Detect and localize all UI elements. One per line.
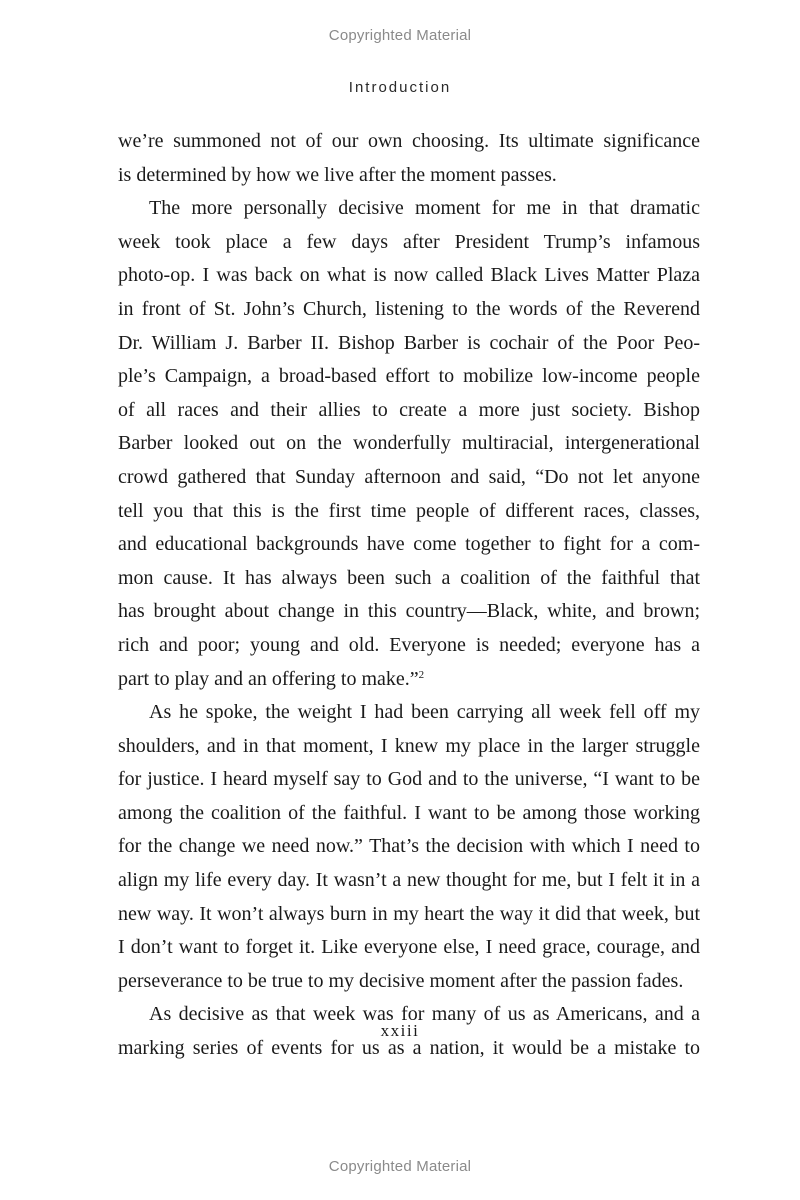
text-line: for the change we need now.” That’s the decision with which I need to xyxy=(118,835,700,858)
text-line: for justice. I heard myself say to God and to the universe, “I want to be xyxy=(118,768,700,791)
paragraph xyxy=(118,192,700,696)
running-head: Introduction xyxy=(348,79,452,96)
text-line: among the coalition of the faithful. I want to be among those working xyxy=(118,801,700,824)
page-number: xxiii xyxy=(380,1021,420,1040)
text-line: marking series of events for us as a nation, it would be a mistake to xyxy=(118,1037,700,1060)
text-line: has brought about change in this country—Black, white, and brown; xyxy=(118,600,700,623)
text-line: rich and poor; young and old. Everyone is needed; everyone has a xyxy=(118,633,700,656)
body-text xyxy=(118,125,700,1066)
text-line: tell you that this is the first time people of different races, classes, xyxy=(118,499,700,522)
text-line: The more personally decisive moment for me in that dramatic xyxy=(149,197,700,220)
text-line: new way. It won’t always burn in my heart the way it did that week, but xyxy=(118,902,700,925)
paragraph xyxy=(118,696,700,998)
text-line: is determined by how we live after the moment passes. xyxy=(118,163,557,186)
paragraph xyxy=(118,125,700,192)
footnote-marker[interactable]: 2 xyxy=(418,668,425,681)
text-line: crowd gathered that Sunday afternoon and said, “Do not let anyone xyxy=(118,465,700,488)
text-line: we’re summoned not of our own choosing. Its ultimate significance xyxy=(118,130,700,152)
text-line: mon cause. It has always been such a coalition of the faithful that xyxy=(118,566,700,589)
text-line-content: part to play and an offering to make.” xyxy=(118,667,419,690)
copyright-watermark-bottom: Copyrighted Material xyxy=(328,1158,472,1175)
text-line: perseverance to be true to my decisive moment after the passion fades. xyxy=(118,969,684,992)
copyright-watermark-top: Copyrighted Material xyxy=(328,27,472,44)
text-line: align my life every day. It wasn’t a new thought for me, but I felt it in a xyxy=(118,869,700,892)
text-line: As decisive as that week was for many of us as Americans, and a xyxy=(149,1003,700,1026)
text-line: Barber looked out on the wonderfully multiracial, intergenerational xyxy=(118,432,700,455)
text-line: in front of St. John’s Church, listening to the words of the Reverend xyxy=(118,297,700,320)
text-line: I don’t want to forget it. Like everyone else, I need grace, courage, and xyxy=(118,936,700,959)
text-line: week took place a few days after President Trump’s infamous xyxy=(118,230,700,253)
text-line: ple’s Campaign, a broad-based effort to mobilize low-income people xyxy=(118,365,700,388)
text-line: Dr. William J. Barber II. Bishop Barber is cochair of the Poor Peo- xyxy=(118,331,700,354)
text-line: shoulders, and in that moment, I knew my place in the larger struggle xyxy=(118,734,700,757)
text-line: photo-op. I was back on what is now called Black Lives Matter Plaza xyxy=(118,264,700,287)
text-line: As he spoke, the weight I had been carrying all week fell off my xyxy=(149,701,700,724)
text-line: of all races and their allies to create a more just society. Bishop xyxy=(118,398,700,421)
text-line: and educational backgrounds have come together to fight for a com- xyxy=(118,533,700,556)
text-line xyxy=(118,663,700,697)
